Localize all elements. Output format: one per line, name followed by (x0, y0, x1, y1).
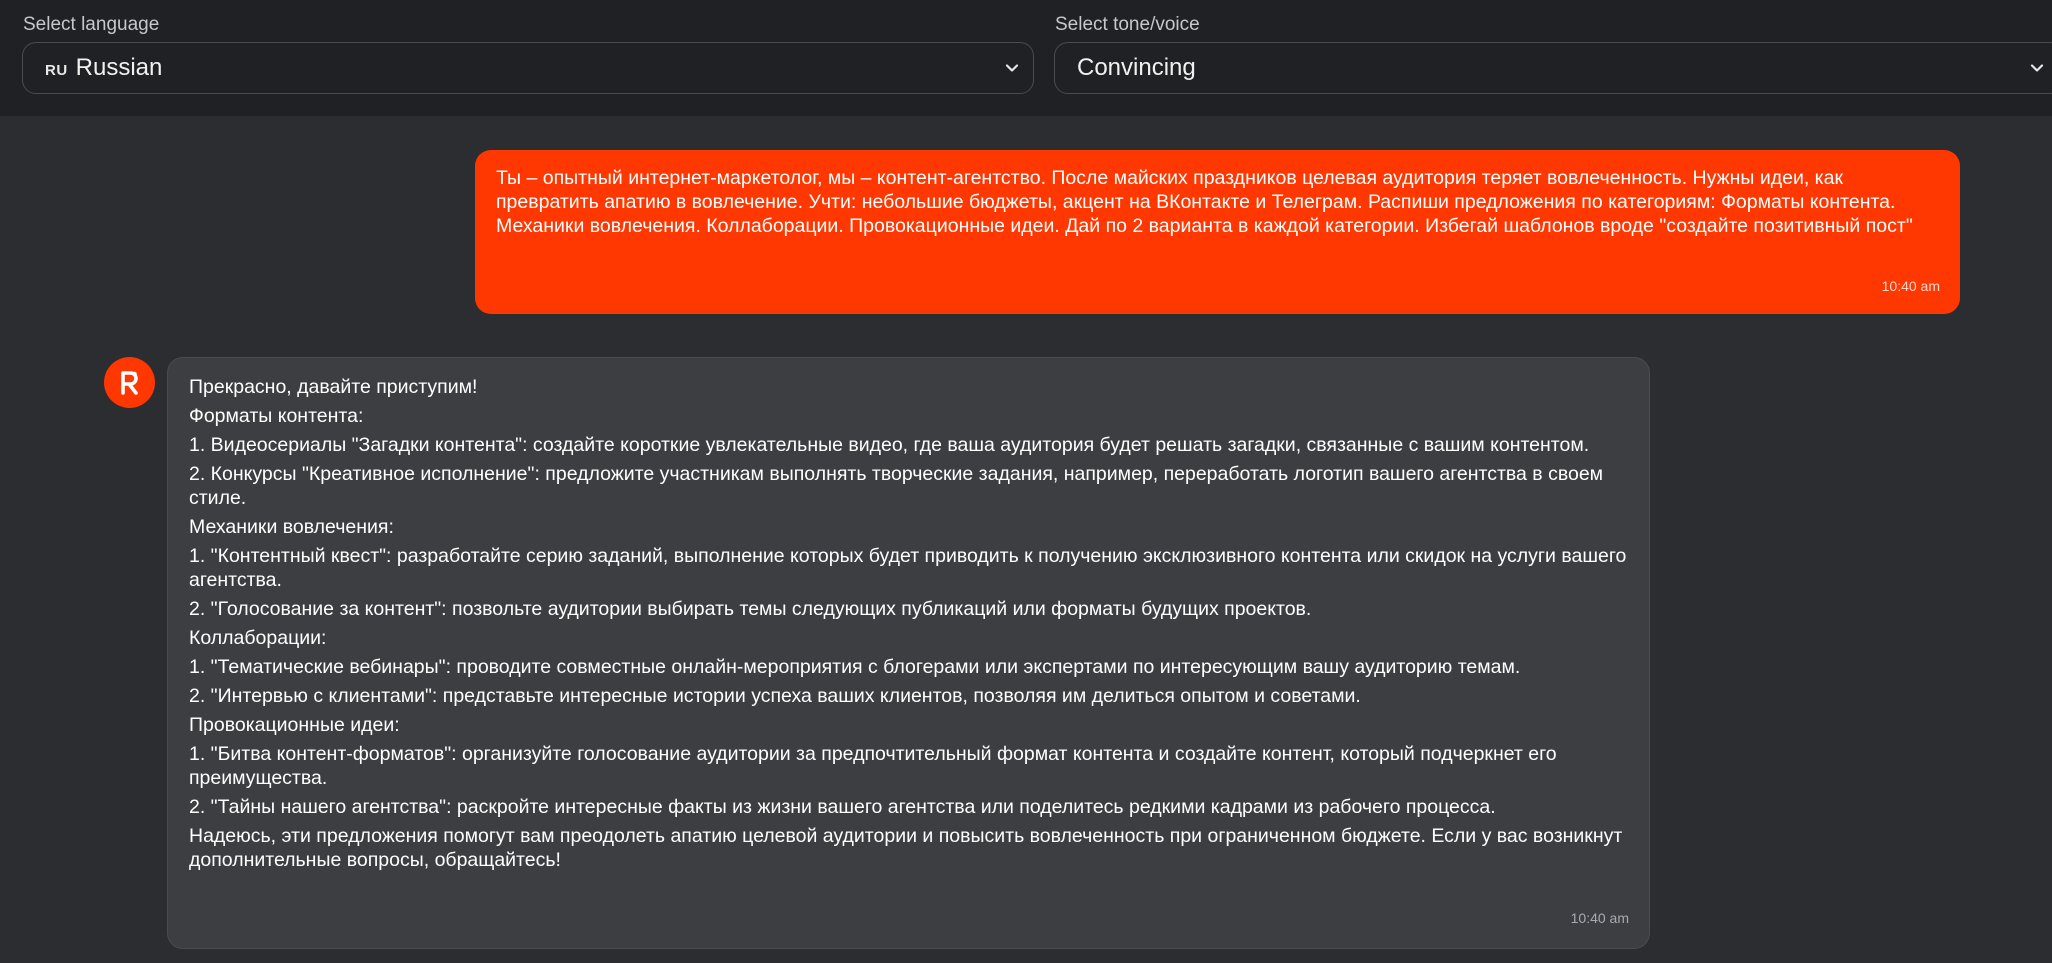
bot-message-text (189, 375, 1627, 872)
bot-message-time: 10:40 am (1570, 910, 1629, 926)
bot-message-line: 2. Конкурсы "Креативное исполнение": предложите участникам выполнять творческие задания, например, переработать логотип вашего агентства в своем стиле. (189, 463, 1604, 509)
bot-message-line: Надеюсь, эти предложения помогут вам преодолеть апатию целевой аудитории и повысить вовлеченность при ограниченном бюджете. Если у вас возникнут дополнительные вопросы, обращайтесь! (189, 825, 1623, 871)
user-message (475, 150, 1960, 314)
bot-avatar (104, 357, 155, 408)
bot-message-line: 2. "Тайны нашего агентства": раскройте интересные факты из жизни вашего агентства или поделитесь редкими кадрами из рабочего процесса. (189, 796, 1496, 818)
bot-message-line: Механики вовлечения: (189, 516, 394, 538)
user-message-text: Ты – опытный интернет-маркетолог, мы – контент-агентство. После майских праздников целевая аудитория теряет вовлеченность. Нужны идеи, как превратить апатию в вовлечение. Учти: небольшие бюджеты, акцент на ВКонтакте и Телеграм. Распиши предложения по категориям: Форматы контента. Механики вовлечения. Коллаборации. Провокационные идеи. Дай по 2 варианта в каждой категории. Избегай шаблонов вроде "создайте позитивный пост" (496, 167, 1913, 237)
language-select-value (45, 43, 162, 96)
user-message-time: 10:40 am (1881, 278, 1940, 294)
bot-message-line: Форматы контента: (189, 405, 364, 427)
bot-message-line: Провокационные идеи: (189, 714, 400, 736)
bot-message-line: Прекрасно, давайте приступим! (189, 376, 478, 398)
chevron-down-icon (2026, 57, 2048, 79)
settings-bar (0, 0, 2052, 116)
bot-message-line: 1. Видеосериалы "Загадки контента": создайте короткие увлекательные видео, где ваша аудитория будет решать загадки, связанные с вашим контентом. (189, 434, 1590, 456)
bot-message-line: 1. "Контентный квест": разработайте серию заданий, выполнение которых будет приводить к получению эксклюзивного контента или скидок на услуги вашего агентства. (189, 545, 1627, 591)
bot-message-line: 1. "Битва контент-форматов": организуйте голосование аудитории за предпочтительный формат контента и создайте контент, который подчеркнет его преимущества. (189, 743, 1557, 789)
tone-select[interactable] (1054, 42, 2052, 94)
tone-select-value: Convincing (1077, 54, 1196, 81)
tone-label: Select tone/voice (1055, 14, 1200, 35)
brand-logo-icon (104, 357, 155, 408)
bot-message-line: 2. "Интервью с клиентами": представьте интересные истории успеха ваших клиентов, позволяя им делиться опытом и советами. (189, 685, 1361, 707)
bot-message-line: 2. "Голосование за контент": позвольте аудитории выбирать темы следующих публикаций или форматы будущих проектов. (189, 598, 1312, 620)
language-name: Russian (75, 54, 163, 81)
bot-message-line: 1. "Тематические вебинары": проводите совместные онлайн-мероприятия с блогерами или экспертами по интересующим вашу аудиторию темам. (189, 656, 1521, 678)
chevron-down-icon (1001, 57, 1023, 79)
language-select[interactable] (22, 42, 1034, 94)
language-label: Select language (23, 14, 160, 35)
language-code: RU (45, 62, 68, 79)
bot-message-line: Коллаборации: (189, 627, 327, 649)
bot-message (167, 357, 1650, 949)
